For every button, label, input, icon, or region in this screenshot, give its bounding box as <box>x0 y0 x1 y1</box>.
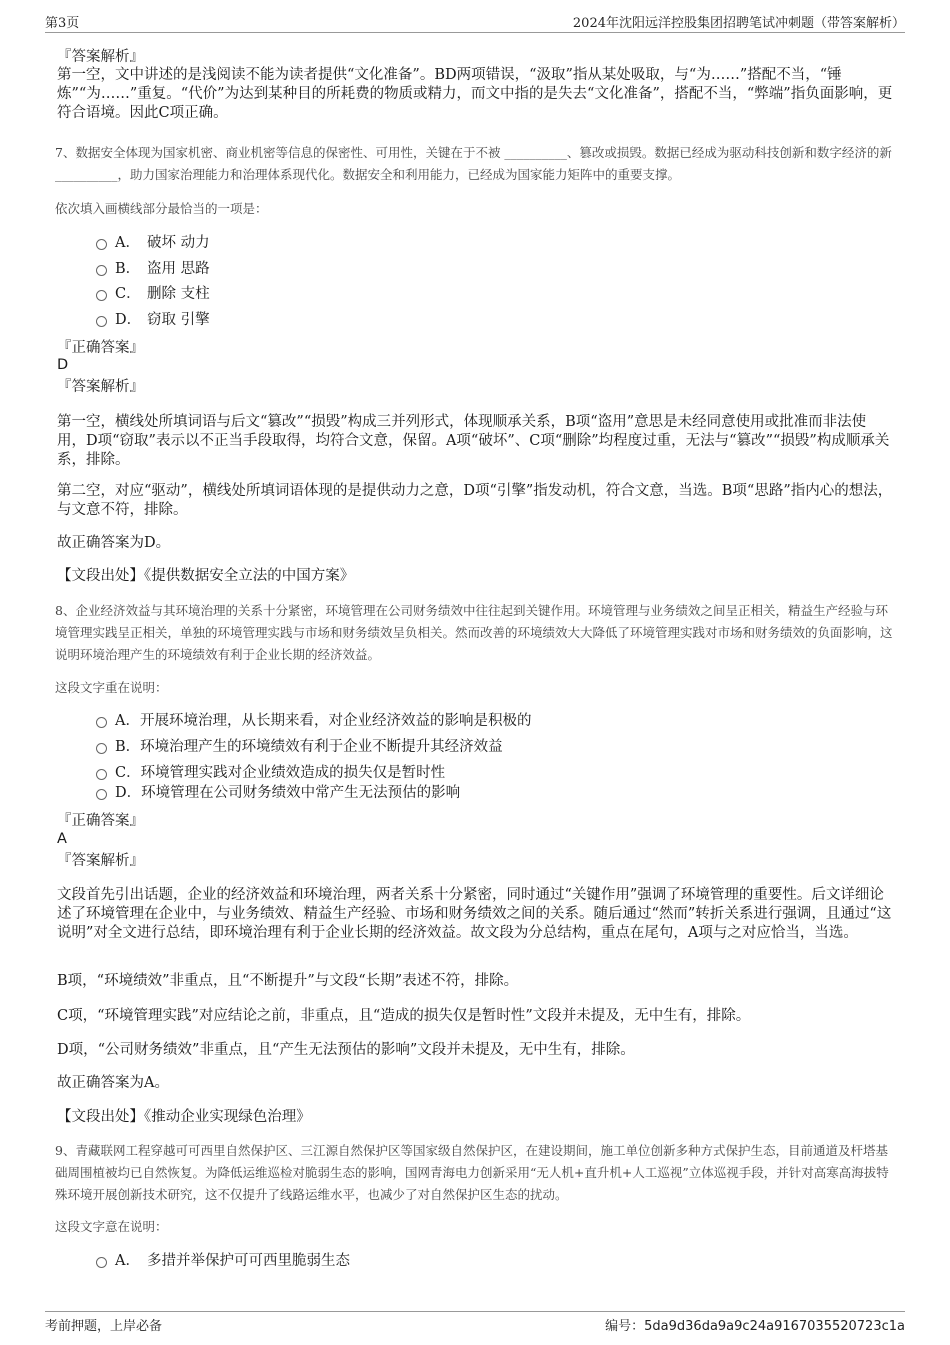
question-8-prompt: 这段文字重在说明： <box>55 680 168 695</box>
question-9-prompt: 这段文字意在说明： <box>55 1219 168 1234</box>
question-7-option-b[interactable]: B． 盗用 思路 <box>96 260 210 279</box>
analysis-paragraph: 故正确答案为D。 <box>57 535 171 551</box>
analysis-paragraph: C项，“环境管理实践”对应结论之前，非重点，且“造成的损失仅是暂时性”文段并未提及，无中生有，排除。 <box>57 1008 751 1024</box>
question-8-option-c[interactable]: C．环境管理实践对企业绩效造成的损失仅是暂时性 <box>96 764 445 783</box>
source-citation: 【文段出处】《推动企业实现绿色治理》 <box>57 1109 311 1125</box>
radio-icon[interactable] <box>96 1257 107 1268</box>
question-8-option-b[interactable]: B．环境治理产生的环境绩效有利于企业不断提升其经济效益 <box>96 738 503 757</box>
page-number: 第3页 <box>45 16 80 31</box>
question-8-stem: 8、企业经济效益与其环境治理的关系十分紧密，环境管理在公司财务绩效中往往起到关键作用。环境管理与业务绩效之间呈正相关，精益生产经验与环境管理实践呈正相关，单独的环境管理实践与市场和财务绩效呈负相关。然而改善的环境绩效大大降低了环境管理实践对市场和财务绩效的负面影响，这说明环境治理产生的环境绩效有利于企业长期的经济效益。 <box>55 603 893 662</box>
analysis-label: 『答案解析』 <box>57 853 144 869</box>
footer-divider <box>45 1311 905 1312</box>
analysis-paragraph: 第一空，横线处所填词语与后文“篡改”“损毁”构成三并列形式，体现顺承关系，B项“盗用”意思是未经同意使用或批准而非法使用，D项“窃取”表示以不正当手段取得，均符合文意，保留。A项“破坏”、C项“删除”均程度过重，无法与“篡改”“损毁”构成顺承关系，排除。 <box>57 414 890 468</box>
question-7-stem: 7、数据安全体现为国家机密、商业机密等信息的保密性、可用性，关键在于不被 __________、篡改或损毁。数据已经成为驱动科技创新和数字经济的新 __________，助力国家治理能力和治理体系现代化。数据安全和利用能力，已经成为国家能力矩阵中的重要支撑。 <box>55 145 892 182</box>
question-7-option-c[interactable]: C． 删除 支柱 <box>96 285 210 304</box>
source-citation: 【文段出处】《提供数据安全立法的中国方案》 <box>57 568 355 584</box>
radio-icon[interactable] <box>96 717 107 728</box>
document-code: 编号：5da9d36da9a9c24a9167035520723c1a <box>605 1319 905 1334</box>
correct-answer-value: A <box>57 831 67 847</box>
analysis-paragraph: 文段首先引出话题，企业的经济效益和环境治理，两者关系十分紧密，同时通过“关键作用”强调了环境管理的重要性。后文详细论述了环境管理在企业中，与业务绩效、精益生产经验、市场和财务绩效之间的关系。随后通过“然而”转折关系进行强调，且通过“这说明”对全文进行总结，即环境治理有利于企业长期的经济效益。故文段为分总结构，重点在尾句，A项与之对应恰当，当选。 <box>57 887 892 941</box>
page-header <box>45 12 905 32</box>
question-8-option-d[interactable]: D．环境管理在公司财务绩效中常产生无法预估的影响 <box>96 784 460 803</box>
radio-icon[interactable] <box>96 239 107 250</box>
radio-icon[interactable] <box>96 789 107 800</box>
question-7-option-d[interactable]: D． 窃取 引擎 <box>96 311 210 330</box>
radio-icon[interactable] <box>96 265 107 276</box>
analysis-paragraph: 故正确答案为A。 <box>57 1075 169 1091</box>
page-footer <box>45 1315 905 1335</box>
correct-answer-label: 『正确答案』 <box>57 340 144 356</box>
document-title: 2024年沈阳远洋控股集团招聘笔试冲刺题（带答案解析） <box>572 16 905 31</box>
question-7-option-a[interactable]: A． 破坏 动力 <box>96 234 210 253</box>
question-8-option-a[interactable]: A．开展环境治理，从长期来看，对企业经济效益的影响是积极的 <box>96 712 531 731</box>
analysis-label: 『答案解析』 <box>57 379 144 395</box>
correct-answer-label: 『正确答案』 <box>57 813 144 829</box>
question-9-option-a[interactable]: A． 多措并举保护可可西里脆弱生态 <box>96 1252 350 1271</box>
question-7-prompt: 依次填入画横线部分最恰当的一项是： <box>55 201 268 216</box>
analysis-paragraph: B项，“环境绩效”非重点，且“不断提升”与文段“长期”表述不符，排除。 <box>57 973 519 989</box>
question-9-stem: 9、青藏联网工程穿越可可西里自然保护区、三江源自然保护区等国家级自然保护区，在建设期间，施工单位创新多种方式保护生态，目前通道及杆塔基础周围植被均已自然恢复。为降低运维巡检对脆弱生态的影响，国网青海电力创新采用“无人机+直升机+人工巡视”立体巡视手段，并针对高寒高海拔特殊环境开展创新技术研究，这不仅提升了线路运维水平，也减少了对自然保护区生态的扰动。 <box>55 1143 889 1202</box>
analysis-paragraph: D项，“公司财务绩效”非重点，且“产生无法预估的影响”文段并未提及，无中生有，排除。 <box>57 1042 635 1058</box>
radio-icon[interactable] <box>96 743 107 754</box>
header-divider <box>45 32 905 33</box>
footer-slogan: 考前押题，上岸必备 <box>45 1319 163 1334</box>
radio-icon[interactable] <box>96 290 107 301</box>
analysis-label: 『答案解析』 <box>57 49 144 65</box>
analysis-paragraph: 第二空，对应“驱动”，横线处所填词语体现的是提供动力之意，D项“引擎”指发动机，符合文意，当选。B项“思路”指内心的想法，与文意不符，排除。 <box>57 483 893 518</box>
analysis-text: 第一空，文中讲述的是浅阅读不能为读者提供“文化准备”。BD两项错误，“汲取”指从某处吸取，与“为……”搭配不当，“锤炼”“为……”重复。“代价”为达到某种目的所耗费的物质或精力，而文中指的是失去“文化准备”，搭配不当，“弊端”指负面影响，更符合语境。因此C项正确。 <box>57 67 893 121</box>
radio-icon[interactable] <box>96 769 107 780</box>
correct-answer-value: D <box>57 357 69 373</box>
radio-icon[interactable] <box>96 316 107 327</box>
